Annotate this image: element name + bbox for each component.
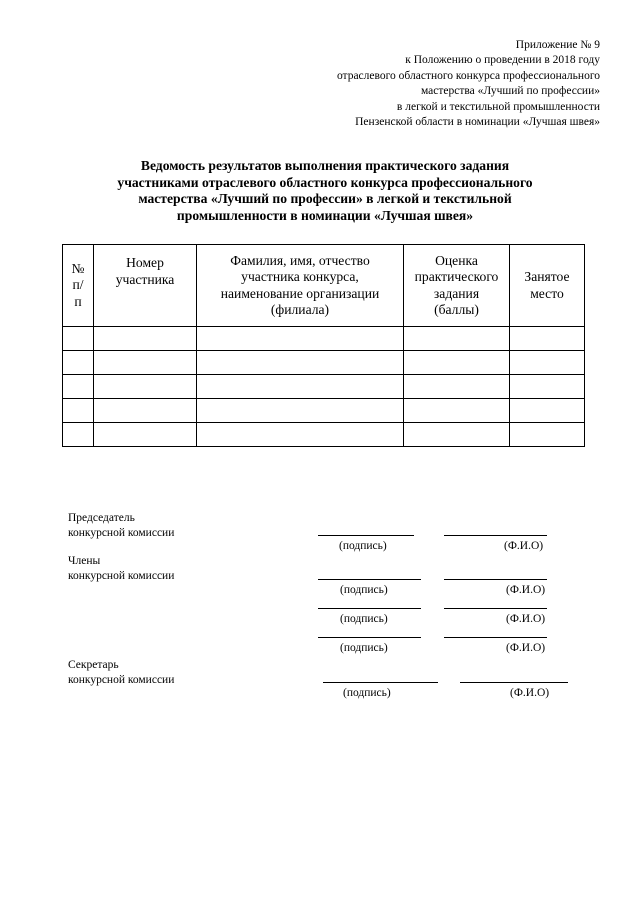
results-table (62, 244, 585, 447)
table-header-row (63, 245, 585, 327)
col-header-number: № п/ п (63, 245, 94, 327)
title-line: мастерства «Лучший по профессии» в легкой и текстильной (138, 191, 512, 206)
appendix-note (337, 38, 600, 130)
col-header-full-name: Фамилия, имя, отчество участника конкурса, наименование организации (филиала) (197, 245, 404, 327)
secretary-signature-line (323, 682, 438, 683)
name-caption: (Ф.И.О) (510, 687, 550, 699)
member-signature-line (318, 579, 421, 580)
name-caption: (Ф.И.О) (506, 584, 546, 596)
table-cell (94, 351, 197, 375)
table-cell (197, 351, 404, 375)
table-cell (94, 375, 197, 399)
table-cell (197, 423, 404, 447)
name-caption: (Ф.И.О) (506, 642, 546, 654)
table-row (63, 423, 585, 447)
member-name-line (444, 637, 547, 638)
appendix-line: к Положению о проведении в 2018 году (405, 54, 600, 67)
appendix-line: Пензенской области в номинации «Лучшая швея» (355, 116, 600, 129)
table-cell (94, 399, 197, 423)
signature-caption: (подпись) (343, 687, 391, 699)
table-row (63, 327, 585, 351)
name-caption: (Ф.И.О) (506, 613, 546, 625)
chairman-name-line (444, 535, 547, 536)
signature-caption: (подпись) (340, 613, 388, 625)
table-cell (510, 351, 585, 375)
table-cell (197, 327, 404, 351)
table-row (63, 375, 585, 399)
signature-caption: (подпись) (339, 540, 387, 552)
member-name-line (444, 608, 547, 609)
signature-caption: (подпись) (340, 642, 388, 654)
table-cell (510, 399, 585, 423)
appendix-line: Приложение № 9 (515, 39, 600, 51)
secretary-name-line (460, 682, 568, 683)
title-line: промышленности в номинации «Лучшая швея» (176, 207, 474, 223)
table-row (63, 399, 585, 423)
table-cell (197, 375, 404, 399)
table-cell (94, 423, 197, 447)
table-cell (63, 423, 94, 447)
table-cell (94, 327, 197, 351)
secretary-label: Секретарь конкурсной комиссии (68, 659, 175, 686)
table-cell (510, 423, 585, 447)
signature-caption: (подпись) (340, 584, 388, 596)
col-header-place: Занятое место (510, 245, 585, 327)
col-header-participant-number: Номер участника (94, 245, 197, 327)
name-caption: (Ф.И.О) (504, 540, 544, 552)
table-cell (63, 399, 94, 423)
table-row (63, 351, 585, 375)
appendix-line: отраслевого областного конкурса профессионального (336, 69, 600, 82)
table-cell (510, 375, 585, 399)
members-label: Члены конкурсной комиссии (68, 555, 175, 582)
table-cell (197, 399, 404, 423)
appendix-line: мастерства «Лучший по профессии» (420, 85, 600, 98)
document-title (60, 158, 590, 224)
table-cell (63, 351, 94, 375)
member-name-line (444, 579, 547, 580)
appendix-line: в легкой и текстильной промышленности (396, 100, 600, 113)
title-line: Ведомость результатов выполнения практического задания (140, 158, 510, 173)
col-header-score: Оценка практического задания (баллы) (404, 245, 510, 327)
table-cell (404, 351, 510, 375)
table-cell (63, 375, 94, 399)
table-cell (404, 327, 510, 351)
member-signature-line (318, 637, 421, 638)
table-cell (404, 423, 510, 447)
table-cell (404, 399, 510, 423)
title-line: участниками отраслевого областного конкурса профессионального (117, 174, 533, 190)
table-cell (404, 375, 510, 399)
table-cell (510, 327, 585, 351)
table-cell (63, 327, 94, 351)
chairman-signature-line (318, 535, 414, 536)
member-signature-line (318, 608, 421, 609)
chairman-label: Председатель конкурсной комиссии (68, 512, 175, 539)
